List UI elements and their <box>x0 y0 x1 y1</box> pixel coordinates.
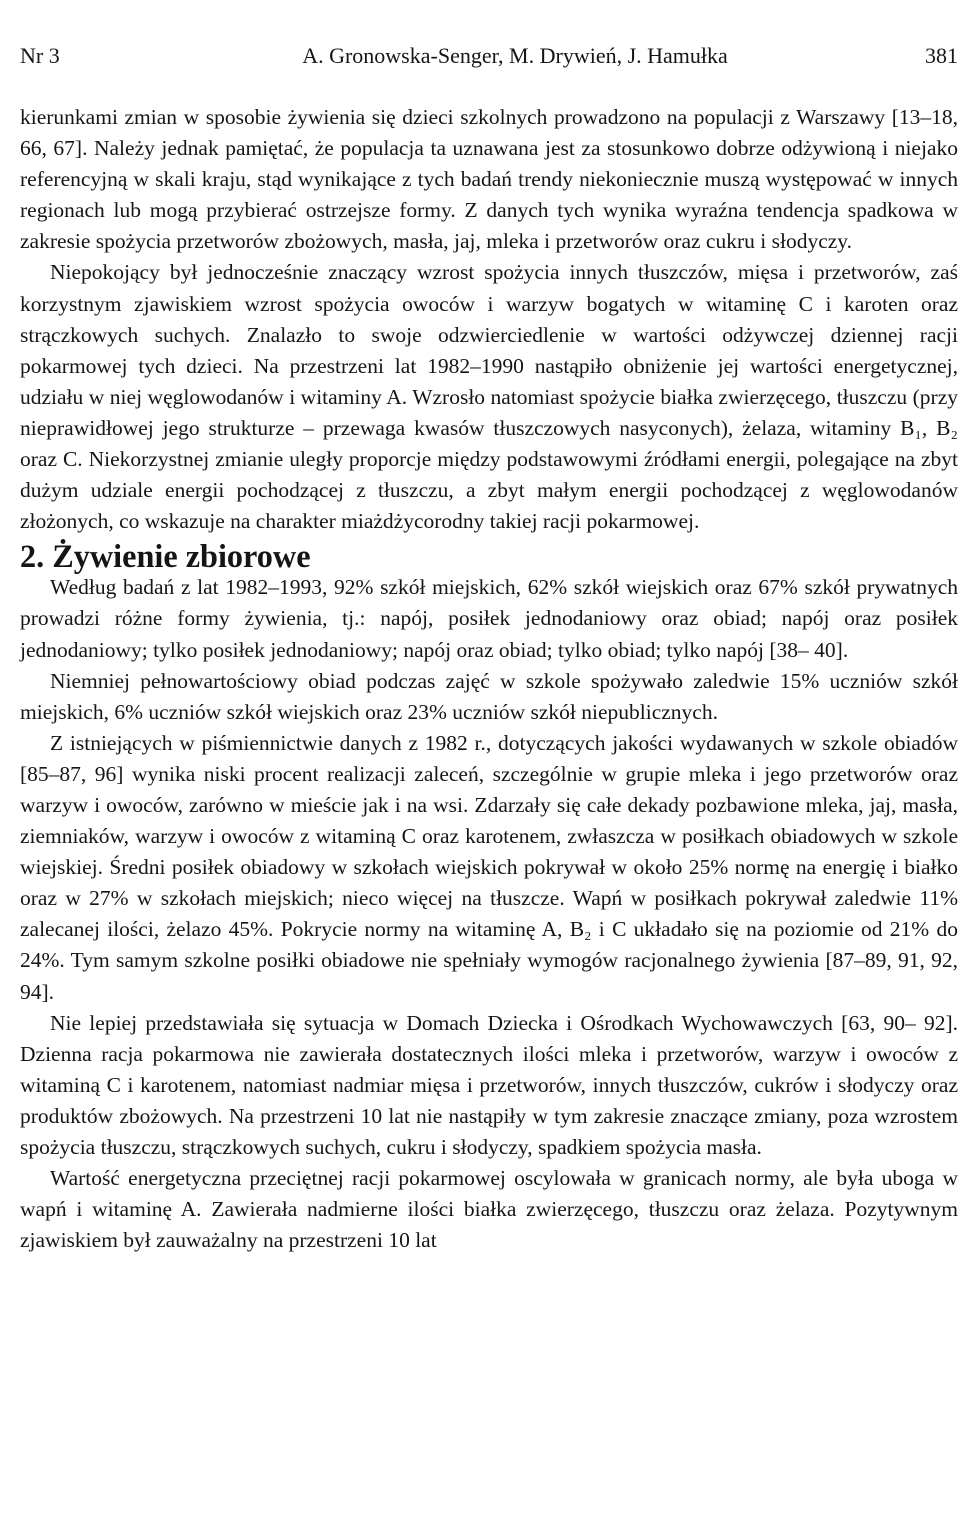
page-number: 381 <box>925 43 958 68</box>
paragraph-4: Niemniej pełnowartościowy obiad podczas zajęć w szkole spożywało zaledwie 15% uczniów szkół miejskich, 6% uczniów szkół wiejskich oraz 23% uczniów szkół niepublicznych. <box>20 668 958 724</box>
paragraph-5: Z istniejących w piśmiennictwie danych z 1982 r., dotyczących jakości wydawanych w szkole obiadów [85–87, 96] wynika niski procent realizacji zaleceń, szczególnie w grupie mleka i jego przetworów oraz warzyw i owoców, zarówno w mieście jak i na wsi. Zdarzały się całe dekady pozbawione mleka, jaj, masła, ziemniaków, warzyw i owoców z witaminą C oraz karotenem, zwłaszcza w posiłkach obiadowych w szkole wiejskiej. Średni posiłek obiadowy w szkołach wiejskich pokrywał w około 25% normę na energię i białko oraz w 27% w szkołach miejskich; nieco więcej na tłuszcze. Wapń w posiłkach pokrywał zaledwie 11% zalecanej ilości, żelazo 45%. Pokrycie normy na witaminę A, B₂ i C układało się na poziomie od 21% do 24%. Tym samym szkolne posiłki obiadowe nie spełniały wymogów racjonalnego żywienia [87–89, 91, 92, 94]. <box>20 730 958 1004</box>
running-head <box>20 38 958 74</box>
journal-page <box>20 38 958 1256</box>
issue-number: Nr 3 <box>20 43 60 68</box>
paragraph-1: kierunkami zmian w sposobie żywienia się dzieci szkolnych prowadzono na populacji z Warszawy [13–18, 66, 67]. Należy jednak pamiętać, że populacja ta uznawana jest za stosunkowo dobrze odżywioną i niejako referencyjną w skali kraju, stąd wynikające z tych badań trendy niekoniecznie muszą występować w innych regionach lub mogą przybierać ostrzejsze formy. Z danych tych wynika wyraźna tendencja spadkowa w zakresie spożycia przetworów zbożowych, masła, jaj, mleka i przetworów oraz cukru i słodyczy. <box>20 105 958 254</box>
paragraph-3: Według badań z lat 1982–1993, 92% szkół miejskich, 62% szkół wiejskich oraz 67% szkół prywatnych prowadzi różne formy żywienia, tj.: napój, posiłek jednodaniowy oraz obiad; napój oraz posiłek jednodaniowy; tylko posiłek jednodaniowy; napój oraz obiad; tylko obiad; tylko napój [38– 40]. <box>20 575 958 662</box>
paragraph-7: Wartość energetyczna przeciętnej racji pokarmowej oscylowała w granicach normy, ale była uboga w wapń i witaminę A. Zawierała nadmierne ilości białka zwierzęcego, tłuszczu oraz żelaza. Pozytywnym zjawiskiem był zauważalny na przestrzeni 10 lat <box>20 1166 958 1253</box>
section-heading: 2. Żywienie zbiorowe <box>20 538 311 575</box>
paragraph-6: Nie lepiej przedstawiała się sytuacja w Domach Dziecka i Ośrodkach Wychowawczych [63, 90– 92]. Dzienna racja pokarmowa nie zawierała dostatecznych ilości mleka i przetworów, warzyw i owoców z witaminą C i karotenem, natomiast nadmiar mięsa i przetworów, innych tłuszczów, cukrów i słodyczy oraz produktów zbożowych. Na przestrzeni 10 lat nie nastąpiły w tym zakresie znaczące zmiany, poza wzrostem spożycia tłuszczu, strączkowych suchych, cukru i słodyczy, spadkiem spożycia masła. <box>20 1010 958 1159</box>
paragraph-2: Niepokojący był jednocześnie znaczący wzrost spożycia innych tłuszczów, mięsa i przetworów, zaś korzystnym zjawiskiem wzrost spożycia owoców i warzyw bogatych w witaminę C i karoten oraz strączkowych suchych. Znalazło to swoje odzwierciedlenie w wartości odżywczej dziennej racji pokarmowej tych dzieci. Na przestrzeni lat 1982–1990 nastąpiło obniżenie jej wartości energetycznej, udziału w niej węglowodanów i witaminy A. Wzrosło natomiast spożycie białka zwierzęcego, tłuszczu (przy nieprawidłowej jego strukturze – przewaga kwasów tłuszczowych nasyconych), żelaza, witaminy B₁, B₂ oraz C. Niekorzystnej zmianie uległy proporcje między podstawowymi źródłami energii, polegające na zbyt dużym udziale energii pochodzącej z tłuszczu, a zbyt małym energii pochodzącej z węglowodanów złożonych, co wskazuje na charakter miażdżycorodny takiej racji pokarmowej. <box>20 260 958 534</box>
running-head-authors: A. Gronowska-Senger, M. Drywień, J. Hamułka <box>302 43 728 68</box>
